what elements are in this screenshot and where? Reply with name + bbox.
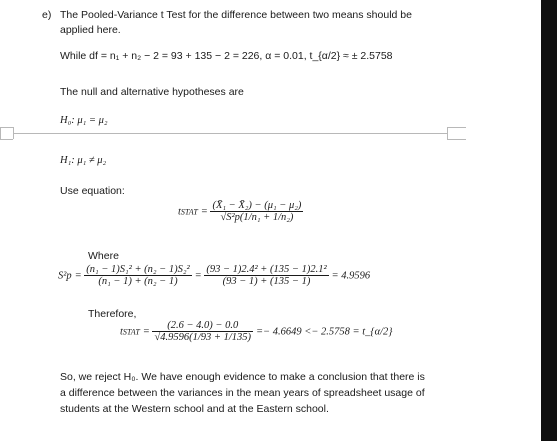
t-stat-denominator: √S²p(1/n₁ + 1/n₂): [220, 212, 294, 223]
hypotheses-intro: The null and alternative hypotheses are: [60, 86, 244, 98]
t-calc-lhs-sub: STAT: [122, 327, 140, 337]
null-hypothesis: H₀: μ₁ = μ₂: [60, 115, 108, 126]
alternative-hypothesis: H₁: μ₁ ≠ μ₂: [60, 155, 107, 166]
sp-expr2-denominator: (93 − 1) + (135 − 1): [222, 276, 311, 287]
pooled-variance-formula: S²p = $\frac{\text{(n₁ − 1)S₁² + (n₂ − 1)S₂²}}{\text{(n₁ − 1) + (n₂ − 1)}}$ = $\frac{\text{(93 − 1)2.4² + (135 − 1)2.1²}}{(93 - 1) + (135 - 1)}$ = 4.9596: [58, 264, 371, 287]
t-stat-lhs: t: [178, 206, 181, 218]
sp-expr2-numerator: (93 − 1)2.4² + (135 − 1)2.1²: [206, 264, 327, 275]
t-calc-numerator: (2.6 − 4.0) − 0.0: [152, 320, 253, 332]
where-label: Where: [88, 250, 119, 262]
sp-result: = 4.9596: [331, 270, 371, 282]
conclusion-paragraph: [60, 369, 425, 417]
sp-lhs: S²p: [58, 270, 72, 282]
page-break-left-line-bottom: [0, 139, 13, 140]
t-calc-denominator: √4.9596(1/93 + 1/135): [154, 332, 252, 343]
intro-line-2: applied here.: [60, 24, 121, 36]
t-calc-lhs: t: [120, 326, 123, 338]
sp-expr1-numerator: (n₁ − 1)S₁² + (n₂ − 1)S₂²: [86, 264, 190, 275]
conclusion-line-3: students at the Western school and at the Eastern school.: [60, 403, 329, 415]
t-stat-formula: tSTAT = $\frac{\text{(X̄₁ − X̄₂) − (μ₁ − μ₂)}}{\text{√S²p(1/n₁ + 1/n₂)}}$: [178, 200, 302, 223]
page-break-right-line: [447, 127, 466, 128]
window-edge-bar: [541, 0, 557, 441]
page-break-left-mark: [0, 127, 1, 139]
therefore-label: Therefore,: [88, 308, 137, 320]
page-break-right-mark: [447, 127, 448, 139]
page-break-right-line-bottom: [447, 139, 466, 140]
df-line: While df = n₁ + n₂ − 2 = 93 + 135 − 2 = 226, α = 0.01, t_{α/2} ≈ ± 2.5758: [60, 50, 393, 62]
conclusion-line-1: So, we reject H₀. We have enough evidence to make a conclusion that there is: [60, 371, 425, 383]
t-stat-numerator: (X̄₁ − X̄₂) − (μ₁ − μ₂): [212, 200, 302, 211]
page-break-center-line: [13, 133, 447, 134]
item-label: e): [42, 9, 52, 21]
sp-expr1-denominator: (n₁ − 1) + (n₂ − 1): [98, 276, 178, 287]
t-stat-calculation: tSTAT = $\frac{(2.6 - 4.0) - 0.0}{√4.9596(1/93 + 1/135)}$ =− 4.6649 <− 2.5758 = t_{α/2}: [120, 320, 393, 343]
intro-line-1: The Pooled-Variance t Test for the difference between two means should be: [60, 9, 412, 21]
t-stat-lhs-sub: STAT: [180, 207, 198, 217]
page-break-left-line: [0, 127, 13, 128]
use-equation-label: Use equation:: [60, 185, 125, 197]
t-calc-result: =− 4.6649 <− 2.5758 = t_{α/2}: [255, 326, 393, 338]
conclusion-line-2: a difference between the variances in the mean years of spreadsheet usage of: [60, 387, 425, 399]
